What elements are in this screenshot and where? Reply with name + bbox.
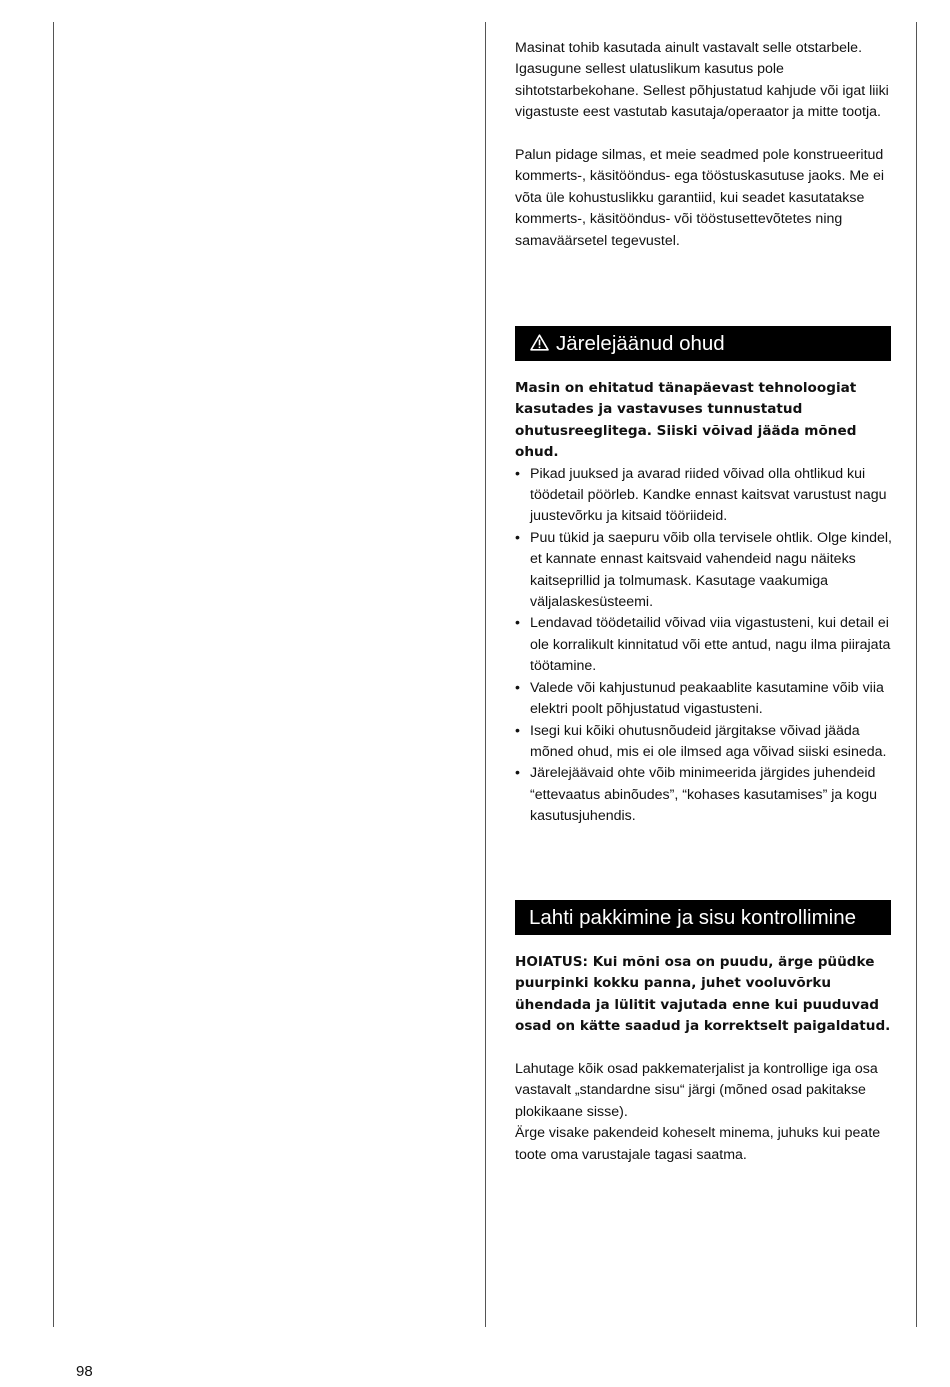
page-number: 98 [76,1363,93,1380]
list-item-text: Valede või kahjustunud peakaablite kasutamine võib viia elektri poolt põhjustatud vigastusteni. [530,679,884,718]
bullet: • [515,765,520,782]
list-item [515,528,893,614]
unpacking-warning: HOIATUS: Kui mõni osa on puudu, ärge püüdke puurpinki kokku panna, juhet vooluvõrku ühendada ja lülitit vajutada enne kui puuduvad osad on kätte saadud ja korrektselt paigaldatud. [515,954,891,1035]
residual-risks-title: Järelejäänud ohud [556,332,725,355]
intended-use-section [515,38,893,252]
warning-triangle-icon [530,334,549,351]
commercial-use-paragraph: Palun pidage silmas, et meie seadmed pole konstrueeritud kommerts-, käsitööndus- ega tööstuskasutuse jaoks. Me ei võta üle kohustuslikku garantiid, kui seadet kasutatakse kommerts-, käsitööndus- või tööstusettevõtetes ning samaväärsetel tegevustel. [515,147,885,249]
bullet: • [515,679,520,696]
unpacking-section [515,952,893,1166]
unpacking-body [515,1059,893,1166]
list-item-text: Lendavad töödetailid võivad viia vigastusteni, kui detail ei ole korralikult kinnitatud või ette antud, nagu ilma piirajata töötamine. [530,615,891,675]
residual-risks-section [515,378,893,828]
unpacking-paragraph: Lahutage kõik osad pakkematerjalist ja kontrollige iga osa vastavalt „standardne sisu“ järgi (mõned osad pakitakse plokikaane sisse). [515,1061,878,1120]
column-divider [485,22,486,1327]
list-item-text: Isegi kui kõiki ohutusnõudeid järgitakse võivad jääda mõned ohud, mis ei ole ilmsed aga võivad siiski esineda. [530,722,887,760]
bullet: • [515,529,520,546]
bullet: • [515,615,520,632]
residual-risks-list [515,464,893,828]
bullet: • [515,465,520,482]
list-item-text: Puu tükid ja saepuru võib olla tervisele ohtlik. Olge kindel, et kannate ennast kaitsvaid vahendeid nagu näiteks kaitseprillid ja tolmumask. Kasutage vaakumiga väljalaskesüsteemi. [530,529,892,611]
residual-risks-heading [515,326,891,361]
left-page-rule [53,22,54,1327]
list-item [515,721,893,764]
intended-use-paragraph: Masinat tohib kasutada ainult vastavalt selle otstarbele. Igasugune sellest ulatuslikum kasutus pole sihtotstarbekohane. Sellest põhjustatud kahjude või igat liiki vigastuste eest vastutab kasutaja/operaator ja mitte tootja. [515,40,889,121]
list-item [515,763,893,827]
list-item [515,613,893,677]
unpacking-paragraph: Ärge visake pakendeid koheselt minema, juhuks kui peate toote oma varustajale tagasi saatma. [515,1125,881,1163]
residual-risks-lead: Masin on ehitatud tänapäevast tehnoloogiat kasutades ja vastavuses tunnustatud ohutusreeglitega. Siiski võivad jääda mõned ohud. [515,380,857,461]
unpacking-heading [515,900,891,935]
unpacking-title: Lahti pakkimine ja sisu kontrollimine [529,906,857,929]
bullet: • [515,722,520,739]
right-page-rule [916,22,917,1327]
list-item-text: Pikad juuksed ja avarad riided võivad olla ohtlikud kui töödetail pöörleb. Kandke ennast kaitsvat varustust nagu juustevõrku ja kitsaid tööriideid. [530,465,887,525]
list-item [515,464,893,528]
list-item [515,678,893,721]
list-item-text: Järelejäävaid ohte võib minimeerida järgides juhendeid “ettevaatus abinõudes”, “kohases kasutamises” ja kogu kasutusjuhendis. [530,765,877,825]
